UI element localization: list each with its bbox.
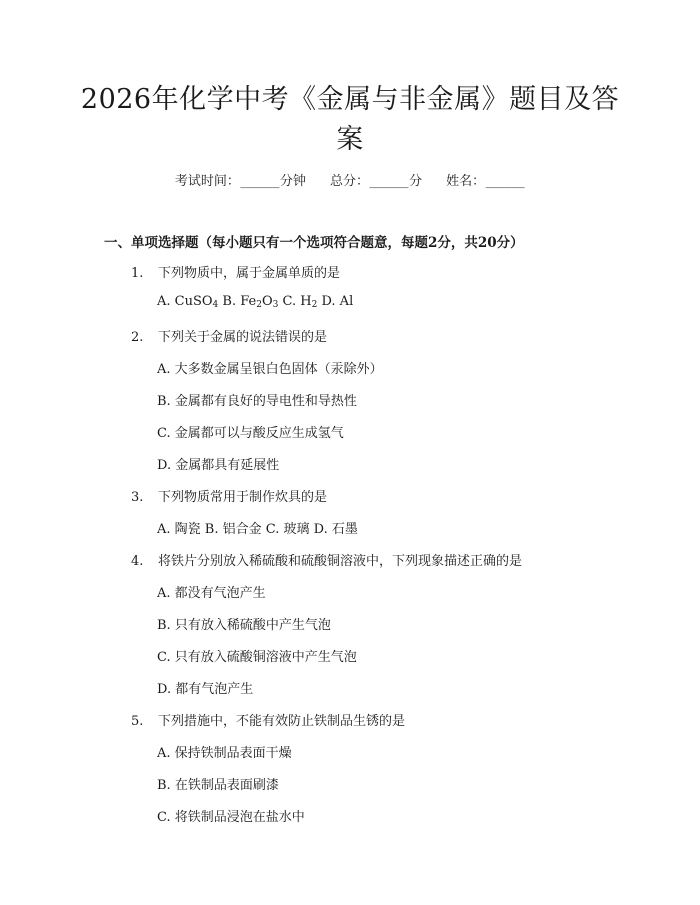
exam-meta [0, 170, 700, 189]
score-label: 总分： [329, 174, 369, 189]
question-number: 1. [131, 266, 144, 281]
name-blank: ______ [485, 174, 525, 189]
option-b: B. 金属都有良好的导电性和导热性 [157, 394, 357, 409]
score-field [330, 170, 422, 189]
question-number: 2. [131, 330, 144, 345]
time-label: 考试时间： [174, 174, 240, 189]
option-c: C. 只有放入硫酸铜溶液中产生气泡 [157, 650, 357, 665]
option-a: A. 大多数金属呈银白色固体（汞除外） [157, 362, 383, 377]
subscript: 2 [311, 300, 318, 310]
question-4 [131, 550, 522, 569]
question-text: 将铁片分别放入稀硫酸和硫酸铜溶液中，下列现象描述正确的是 [158, 554, 523, 569]
section-heading: 一、单项选择题（每小题只有一个选项符合题意，每题2分，共20分） [104, 235, 524, 251]
option-b: B. 只有放入稀硫酸中产生气泡 [157, 618, 331, 633]
title-line-1: 2026年化学中考《金属与非金属》题目及答 [80, 84, 620, 115]
option-a: A. CuSO [157, 294, 213, 309]
question-1-options [157, 294, 353, 310]
question-text: 下列措施中，不能有效防止铁制品生锈的是 [158, 714, 406, 729]
subscript: 4 [212, 300, 219, 310]
option-d: D. Al [317, 294, 354, 309]
question-number: 5. [131, 714, 144, 729]
question-text: 下列物质常用于制作炊具的是 [158, 490, 328, 505]
option-a: A. 都没有气泡产生 [157, 586, 266, 601]
time-field [175, 170, 306, 189]
time-blank: ______ [240, 174, 280, 189]
name-field [446, 170, 525, 189]
question-5 [131, 710, 405, 729]
option-c: C. H [278, 294, 312, 309]
question-number: 3. [131, 490, 144, 505]
option-d: D. 金属都具有延展性 [157, 458, 280, 473]
option-b: B. Fe [218, 294, 257, 309]
option-b: B. 在铁制品表面刷漆 [157, 778, 279, 793]
question-2 [131, 326, 327, 345]
question-text: 下列关于金属的说法错误的是 [158, 330, 328, 345]
question-3-options: A. 陶瓷 B. 铝合金 C. 玻璃 D. 石墨 [157, 522, 358, 537]
option-a: A. 保持铁制品表面干燥 [157, 746, 292, 761]
question-3 [131, 486, 327, 505]
time-unit: 分钟 [279, 174, 306, 189]
name-label: 姓名： [446, 174, 486, 189]
question-text: 下列物质中，属于金属单质的是 [158, 266, 341, 281]
score-blank: ______ [369, 174, 409, 189]
question-number: 4. [131, 554, 144, 569]
score-unit: 分 [409, 174, 423, 189]
option-c: C. 将铁制品浸泡在盐水中 [157, 810, 305, 825]
option-b-mid: O [261, 294, 273, 309]
page-title [0, 80, 700, 160]
option-d: D. 都有气泡产生 [157, 682, 254, 697]
question-1 [131, 262, 340, 281]
subscript: 2 [256, 300, 262, 310]
option-c: C. 金属都可以与酸反应生成氢气 [157, 426, 344, 441]
subscript: 3 [272, 300, 279, 310]
title-line-2: 案 [336, 124, 364, 155]
